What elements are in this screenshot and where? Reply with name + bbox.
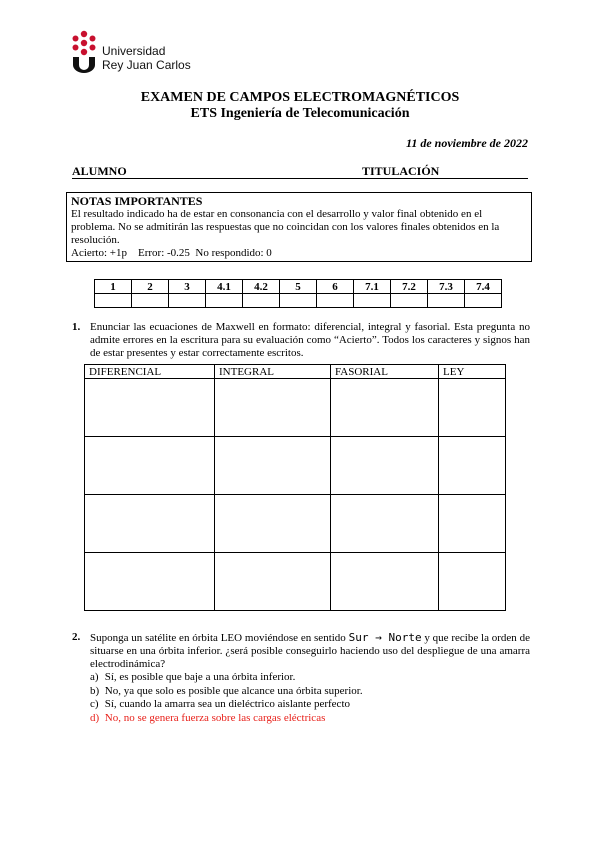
- grade-header-cell: 7.2: [391, 280, 428, 294]
- option-letter: d): [90, 711, 100, 724]
- grade-score-cell[interactable]: [317, 294, 354, 308]
- answer-cell[interactable]: [331, 437, 439, 495]
- grade-score-cell[interactable]: [95, 294, 132, 308]
- exam-date: 11 de noviembre de 2022: [406, 136, 528, 150]
- answer-cell[interactable]: [331, 379, 439, 437]
- answer-cell[interactable]: [331, 553, 439, 611]
- grade-header-row: [95, 280, 502, 294]
- exam-title: EXAMEN DE CAMPOS ELECTROMAGNÉTICOS: [140, 90, 460, 105]
- grade-header-cell: 3: [169, 280, 206, 294]
- answer-cell[interactable]: [439, 553, 506, 611]
- grade-score-cell[interactable]: [280, 294, 317, 308]
- grade-score-cell[interactable]: [391, 294, 428, 308]
- maxwell-answer-row: [85, 437, 506, 495]
- answer-cell[interactable]: [85, 437, 215, 495]
- col-ley: LEY: [439, 365, 506, 379]
- grade-score-cell[interactable]: [206, 294, 243, 308]
- notes-scoring: Acierto: +1p Error: -0.25 No respondido: 0: [71, 247, 272, 259]
- direction-text: Sur → Norte: [348, 631, 422, 644]
- maxwell-header-row: [85, 365, 506, 379]
- answer-cell[interactable]: [331, 495, 439, 553]
- option-d-correct[interactable]: [90, 712, 363, 726]
- grade-score-cell[interactable]: [132, 294, 169, 308]
- option-letter: c): [90, 698, 99, 710]
- maxwell-answer-table: [84, 364, 506, 611]
- option-c[interactable]: [90, 698, 363, 712]
- titulacion-label: TITULACIÓN: [362, 164, 440, 178]
- question-2: [72, 631, 530, 671]
- grade-table: [94, 279, 502, 308]
- question-1: [72, 321, 530, 360]
- grade-score-cell[interactable]: [169, 294, 206, 308]
- option-a[interactable]: [90, 671, 363, 685]
- answer-cell[interactable]: [85, 379, 215, 437]
- answer-cell[interactable]: [439, 495, 506, 553]
- grade-header-cell: 5: [280, 280, 317, 294]
- answer-cell[interactable]: [439, 437, 506, 495]
- question-1-number: 1.: [72, 321, 81, 333]
- option-text: No, ya que solo es posible que alcance una órbita superior.: [104, 684, 363, 697]
- grade-header-cell: 7.4: [465, 280, 502, 294]
- notes-title: NOTAS IMPORTANTES: [71, 194, 203, 208]
- alumno-label: ALUMNO: [72, 164, 127, 178]
- grade-header-cell: 6: [317, 280, 354, 294]
- urjc-emblem-icon: [72, 30, 96, 74]
- question-2-number: 2.: [72, 631, 81, 643]
- question-1-text: Enunciar las ecuaciones de Maxwell en formato: diferencial, integral y fasorial. Esta pregunta no admite errores en la escritura para su evaluación como “Acierto”. Todos los caracteres y signos han de estar presentes y estar correctamente escritos.: [90, 321, 530, 359]
- university-logo: [72, 30, 191, 74]
- option-text: No, no se genera fuerza sobre las cargas eléctricas: [104, 711, 326, 724]
- answer-cell[interactable]: [85, 495, 215, 553]
- grade-score-cell[interactable]: [354, 294, 391, 308]
- important-notes-box: [66, 192, 532, 262]
- grade-header-cell: 2: [132, 280, 169, 294]
- grade-score-cell[interactable]: [428, 294, 465, 308]
- col-diferencial: DIFERENCIAL: [85, 365, 215, 379]
- question-2-text-before: Suponga un satélite en órbita LEO moviéndose en sentido: [90, 632, 349, 644]
- maxwell-answer-row: [85, 495, 506, 553]
- answer-cell[interactable]: [215, 495, 331, 553]
- grade-header-cell: 4.1: [206, 280, 243, 294]
- university-line-2: Rey Juan Carlos: [102, 58, 191, 72]
- answer-cell[interactable]: [215, 553, 331, 611]
- grade-header-cell: 1: [95, 280, 132, 294]
- grade-score-cell[interactable]: [465, 294, 502, 308]
- option-letter: a): [90, 671, 99, 683]
- university-name: [102, 44, 191, 72]
- maxwell-answer-row: [85, 553, 506, 611]
- option-letter: b): [90, 684, 100, 697]
- answer-cell[interactable]: [439, 379, 506, 437]
- grade-header-cell: 4.2: [243, 280, 280, 294]
- answer-cell[interactable]: [215, 379, 331, 437]
- option-b[interactable]: [90, 685, 363, 699]
- answer-cell[interactable]: [85, 553, 215, 611]
- student-info-row: [72, 164, 528, 179]
- grade-header-cell: 7.1: [354, 280, 391, 294]
- col-fasorial: FASORIAL: [331, 365, 439, 379]
- col-integral: INTEGRAL: [215, 365, 331, 379]
- answer-cell[interactable]: [215, 437, 331, 495]
- option-text: Sí, cuando la amarra sea un dieléctrico aislante perfecto: [104, 698, 350, 710]
- grade-score-cell[interactable]: [243, 294, 280, 308]
- exam-subtitle: ETS Ingeniería de Telecomunicación: [190, 106, 410, 121]
- notes-body: El resultado indicado ha de estar en consonancia con el desarrollo y valor final obtenido en el problema. No se admitirán las respuestas que no coincidan con los valores finales obtenidos en la resolución.: [71, 208, 500, 246]
- question-2-text-after: y que recibe la orden de situarse en una órbita inferior. ¿será posible conseguirlo haciendo uso del despliegue de una amarra electrodinámica?: [90, 632, 530, 670]
- question-2-options: [90, 671, 363, 725]
- option-text: Sí, es posible que baje a una órbita inferior.: [104, 671, 296, 683]
- grade-header-cell: 7.3: [428, 280, 465, 294]
- grade-score-row: [95, 294, 502, 308]
- maxwell-answer-row: [85, 379, 506, 437]
- university-line-1: Universidad: [102, 44, 166, 58]
